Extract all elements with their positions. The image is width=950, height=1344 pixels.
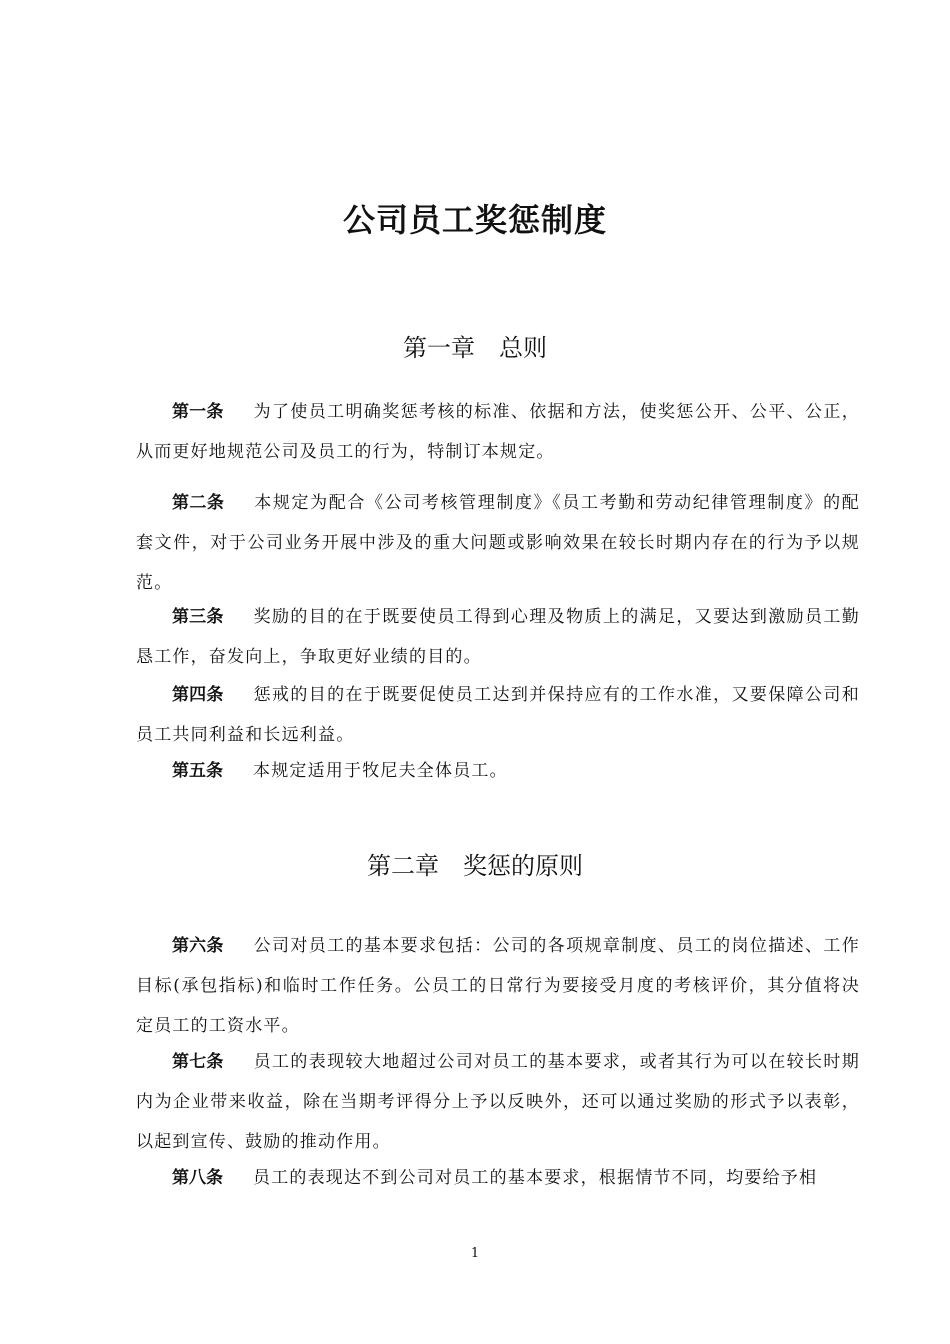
- chapter-1-heading: 第一章 总则: [403, 334, 547, 362]
- article-text: 惩戒的目的在于既要促使员工达到并保持应有的工作水准，又要保障公司和员工共同利益和长远利益。: [136, 685, 861, 745]
- article-text: 为了使员工明确奖惩考核的标准、依据和方法，使奖惩公开、公平、公正，从而更好地规范公司及员工的行为，特制订本规定。: [136, 402, 861, 462]
- article-label: 第五条: [172, 761, 223, 781]
- article-2: [136, 483, 860, 603]
- article-label: 第一条: [172, 402, 224, 422]
- article-label: 第二条: [172, 493, 225, 513]
- article-text: 本规定适用于牧尼夫全体员工。: [253, 761, 508, 781]
- article-1: [136, 392, 860, 472]
- article-3: [136, 597, 860, 677]
- article-6: [136, 926, 860, 1046]
- article-text: 公司对员工的基本要求包括：公司的各项规章制度、员工的岗位描述、工作目标(承包指标)和临时工作任务。公员工的日常行为要接受月度的考核评价，其分值将决定员工的工资水平。: [136, 936, 861, 1036]
- article-text: 本规定为配合《公司考核管理制度》《员工考勤和劳动纪律管理制度》的配套文件，对于公司业务开展中涉及的重大问题或影响效果在较长时期内存在的行为予以规范。: [136, 493, 860, 593]
- article-label: 第八条: [172, 1168, 223, 1188]
- article-4: [136, 675, 860, 755]
- article-label: 第七条: [172, 1052, 224, 1072]
- article-5: [136, 751, 860, 791]
- article-text: 员工的表现达不到公司对员工的基本要求，根据情节不同，均要给予相: [253, 1168, 818, 1188]
- article-8: [136, 1158, 860, 1198]
- article-7: [136, 1042, 860, 1162]
- page-number: 1: [470, 1246, 480, 1261]
- article-label: 第六条: [172, 936, 224, 956]
- article-text: 奖励的目的在于既要使员工得到心理及物质上的满足，又要达到激励员工勤恳工作，奋发向上，争取更好业绩的目的。: [136, 607, 861, 667]
- article-label: 第三条: [172, 607, 224, 627]
- chapter-2-heading: 第二章 奖惩的原则: [367, 852, 583, 880]
- article-label: 第四条: [172, 685, 224, 705]
- article-text: 员工的表现较大地超过公司对员工的基本要求，或者其行为可以在较长时期内为企业带来收益，除在当期考评得分上予以反映外，还可以通过奖励的形式予以表彰，以起到宣传、鼓励的推动作用。: [136, 1052, 861, 1152]
- document-title: 公司员工奖惩制度: [342, 201, 607, 239]
